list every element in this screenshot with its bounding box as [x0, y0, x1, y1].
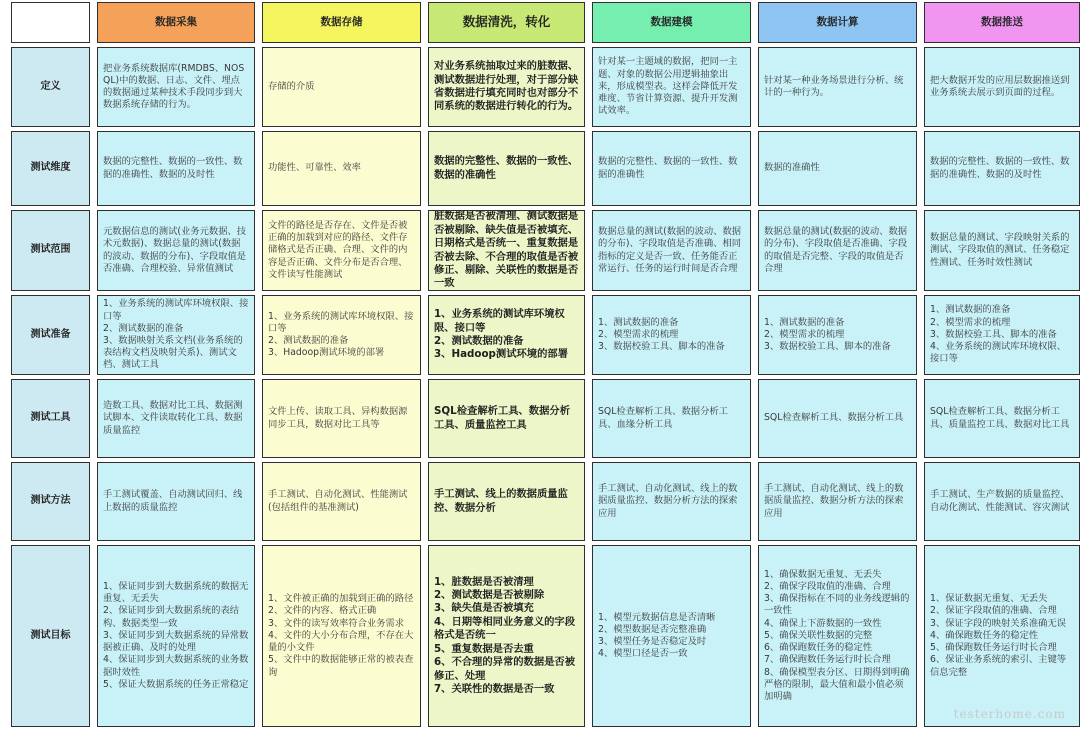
- table-cell: 功能性、可靠性、效率: [262, 131, 421, 206]
- table-cell: 数据的完整性、数据的一致性、数据的准确性、数据的及时性: [924, 131, 1080, 206]
- table-cell: 把大数据开发的应用层数据推送到业务系统去展示到页面的过程。: [924, 47, 1080, 127]
- table-cell: 数据的完整性、数据的一致性、数据的准确性: [428, 131, 585, 206]
- row-label-test-goal: 测试目标: [11, 545, 90, 727]
- table-cell: 1、保证同步到大数据系统的数据无重复、无丢失 2、保证同步到大数据系统的表结构、数据类型一致 3、保证同步到大数据系统的异常数据被正确、及时的处理 4、保证同步到大数据系统的业务数据时效性 5、保证大数据系统的任务正常稳定: [97, 545, 255, 727]
- table-cell: SQL检查解析工具、数据分析工具、血缘分析工具: [592, 379, 751, 458]
- table-cell: 把业务系统数据库(RMDBS、NOSQL)中的数据、日志、文件、埋点的数据通过某种技术手段同步到大数据系统存储的行为。: [97, 47, 255, 127]
- table-cell: 1、文件被正确的加载到正确的路径 2、文件的内容、格式正确 3、文件的读写效率符合业务需求 4、文件的大小分布合理，不存在大量的小文件 5、文件中的数据能够正常的被表查询: [262, 545, 421, 727]
- column-header-modeling: 数据建模: [592, 2, 751, 43]
- column-header-push: 数据推送: [924, 2, 1080, 43]
- row-label-test-tools: 测试工具: [11, 379, 90, 458]
- table-cell: 手工测试覆盖、自动测试回归、线上数据的质量监控: [97, 462, 255, 541]
- table-cell: 手工测试、自动化测试、线上的数据质量监控、数据分析方法的探索应用: [592, 462, 751, 541]
- column-header-collection: 数据采集: [97, 2, 255, 43]
- table-cell: 手工测试、生产数据的质量监控、自动化测试、性能测试、容灾测试: [924, 462, 1080, 541]
- table-cell: 元数据信息的测试(业务元数据、技术元数据)、数据总量的测试(数据的波动、数据的分布)、字段取值是否准确、合理校验、异常值测试: [97, 210, 255, 291]
- table-cell: 针对某一主题域的数据，把同一主题、对象的数据公用逻辑抽象出来，形成模型表。这样会降低开发难度、节省计算资源、提升开发测试效率。: [592, 47, 751, 127]
- table-cell: 数据的完整性、数据的一致性、数据的准确性、数据的及时性: [97, 131, 255, 206]
- table-cell: 1、测试数据的准备 2、模型需求的梳理 3、数据校验工具、脚本的准备: [758, 295, 917, 375]
- table-cell: 针对某一种业务场景进行分析、统计的一种行为。: [758, 47, 917, 127]
- table-cell: 手工测试、自动化测试、线上的数据质量监控、数据分析方法的探索应用: [758, 462, 917, 541]
- table-cell: 数据总量的测试、字段映射关系的测试、字段取值的测试、任务稳定性测试、任务时效性测试: [924, 210, 1080, 291]
- table-cell: 1、保证数据无重复、无丢失 2、保证字段取值的准确、合理 3、保证字段的映射关系准确无误 4、确保跑数任务的稳定性 5、确保跑数任务运行时长合理 6、保证业务系统的索引、主键等信息完整: [924, 545, 1080, 727]
- table-corner: [11, 2, 90, 43]
- table-cell: 文件上传、读取工具、异构数据源同步工具，数据对比工具等: [262, 379, 421, 458]
- table-cell: 1、业务系统的测试库环境权限、接口等 2、测试数据的准备 3、数据映射关系文档(业务系统的表结构文档及映射关系)、测试文档、测试工具: [97, 295, 255, 375]
- column-header-computing: 数据计算: [758, 2, 917, 43]
- table-cell: 1、脏数据是否被清理 2、测试数据是否被剔除 3、缺失值是否被填充 4、日期等相同业务意义的字段格式是否统一 5、重复数据是否去重 6、不合理的异常的数据是否被修正、处理 7、关联性的数据是否一致: [428, 545, 585, 727]
- table-cell: 数据的完整性、数据的一致性、数据的准确性: [592, 131, 751, 206]
- table-cell: SQL检查解析工具、数据分析工具: [758, 379, 917, 458]
- table-cell: 1、测试数据的准备 2、模型需求的梳理 3、数据校验工具、脚本的准备 4、业务系统的测试库环境权限、接口等: [924, 295, 1080, 375]
- table-cell: SQL检查解析工具、数据分析工具、质量监控工具、数据对比工具: [924, 379, 1080, 458]
- table-cell: 造数工具、数据对比工具、数据测试脚本、文件读取转化工具、数据质量监控: [97, 379, 255, 458]
- table-cell: 存储的介质: [262, 47, 421, 127]
- table-cell: 对业务系统抽取过来的脏数据、测试数据进行处理，对于部分缺省数据进行填充同时也对部分不同系统的数据进行转化的行为。: [428, 47, 585, 127]
- table-cell: 手工测试、自动化测试、性能测试(包括组件的基准测试): [262, 462, 421, 541]
- table-cell: 1、模型元数据信息是否清晰 2、模型数据是否完整准确 3、模型任务是否稳定及时 4、模型口径是否一致: [592, 545, 751, 727]
- row-label-test-scope: 测试范围: [11, 210, 90, 291]
- table-cell: 脏数据是否被清理、测试数据是否被剔除、缺失值是否被填充、日期格式是否统一、重复数据是否被去除、不合理的取值是否被修正、剔除、关联性的数据是否一致: [428, 210, 585, 291]
- row-label-test-method: 测试方法: [11, 462, 90, 541]
- table-cell: 手工测试、线上的数据质量监控、数据分析: [428, 462, 585, 541]
- table-cell: 1、确保数据无重复、无丢失 2、确保字段取值的准确、合理 3、确保指标在不同的业务线逻辑的一致性 4、确保上下游数据的一致性 5、确保关联性数据的完整 6、确保跑数任务的稳定性 7、确保跑数任务运行时长合理 8、确保模型表分区、日期得到明确严格的限制，最大值和最小值必须加明确: [758, 545, 917, 727]
- table-cell: 数据的准确性: [758, 131, 917, 206]
- row-label-definition: 定义: [11, 47, 90, 127]
- table-cell: 1、测试数据的准备 2、模型需求的梳理 3、数据校验工具、脚本的准备: [592, 295, 751, 375]
- table-cell: 1、业务系统的测试库环境权限、接口等 2、测试数据的准备 3、Hadoop测试环境的部署: [428, 295, 585, 375]
- table-cell: 数据总量的测试(数据的波动、数据的分布)、字段取值是否准确、字段的取值是否完整、字段的取值是否合理: [758, 210, 917, 291]
- table-cell: SQL检查解析工具、数据分析工具、质量监控工具: [428, 379, 585, 458]
- watermark: testerhome.com: [953, 707, 1066, 721]
- table-cell: 文件的路径是否存在、文件是否被正确的加载到对应的路径、文件存储格式是否正确、合理、文件的内容是否正确、文件分布是否合理、文件读写性能测试: [262, 210, 421, 291]
- comparison-table: [11, 2, 1080, 727]
- row-label-test-preparation: 测试准备: [11, 295, 90, 375]
- row-label-test-dimension: 测试维度: [11, 131, 90, 206]
- table-cell: 1、业务系统的测试库环境权限、接口等 2、测试数据的准备 3、Hadoop测试环境的部署: [262, 295, 421, 375]
- column-header-storage: 数据存储: [262, 2, 421, 43]
- table-cell: 数据总量的测试(数据的波动、数据的分布)、字段取值是否准确、相同指标的定义是否一致、任务能否正常运行、任务的运行时间是否合理: [592, 210, 751, 291]
- column-header-cleaning: 数据清洗，转化: [428, 2, 585, 43]
